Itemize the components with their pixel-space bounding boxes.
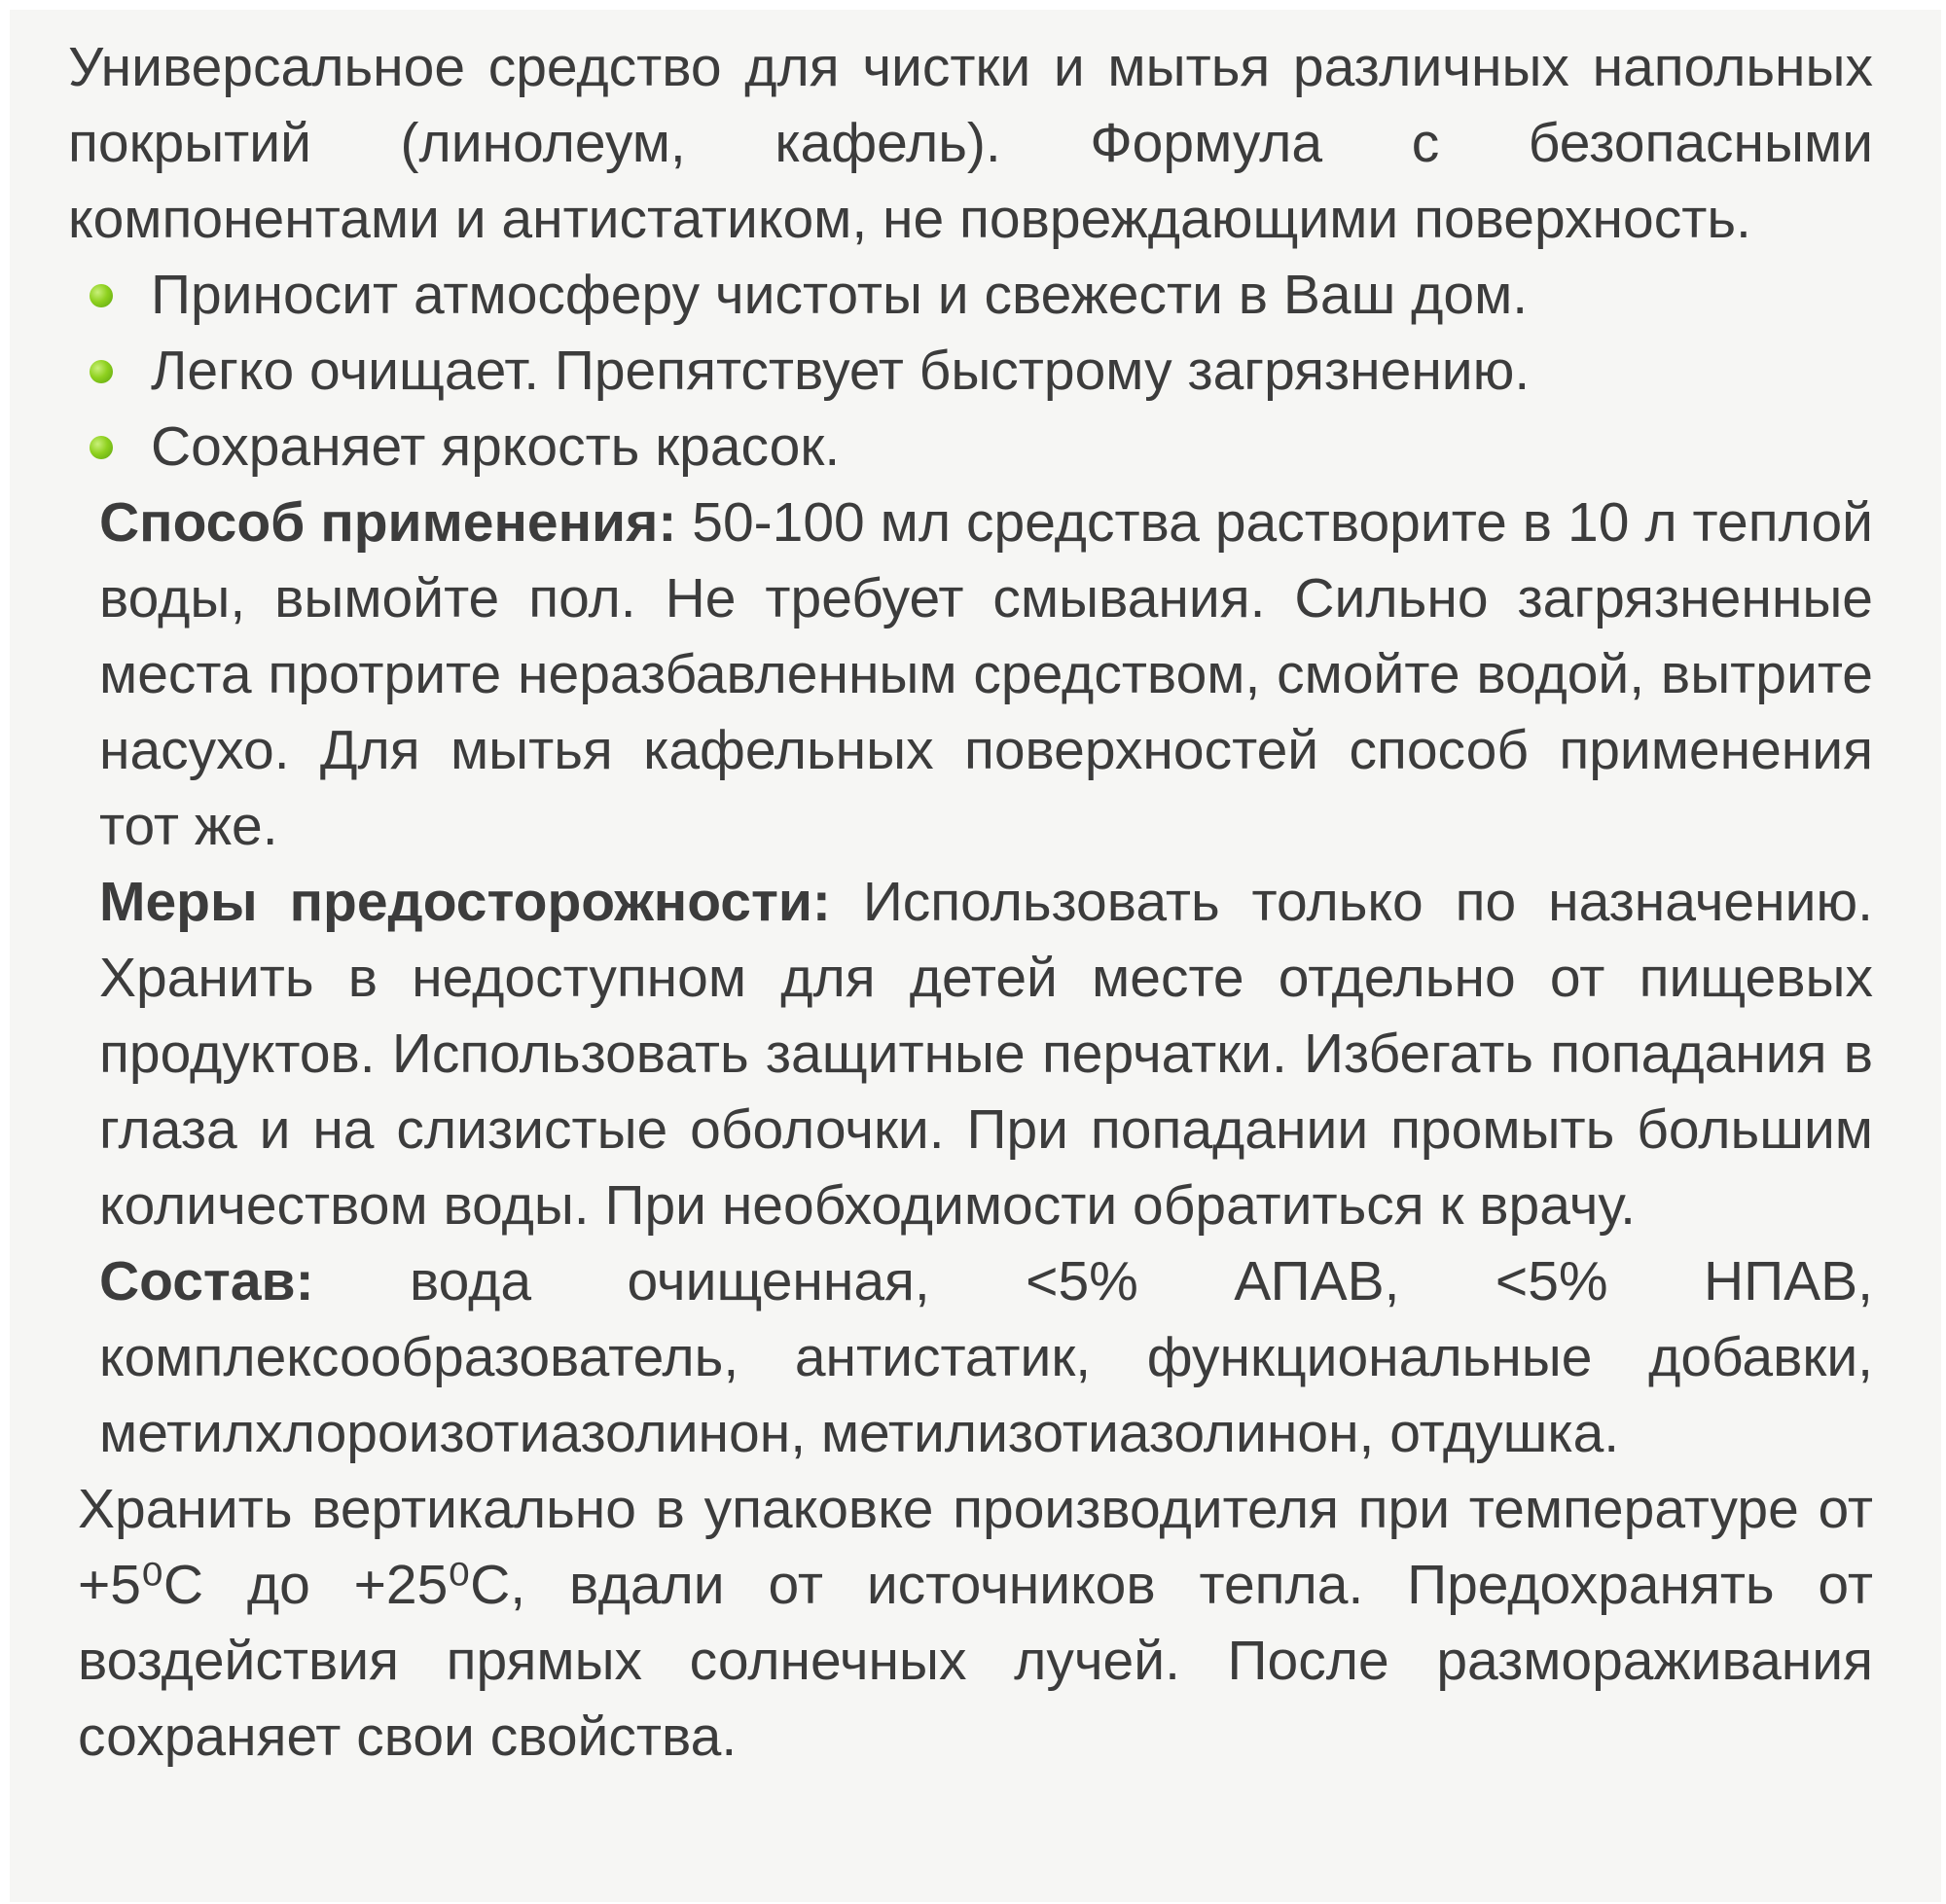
usage-text: 50-100 мл средства растворите в 10 л теплой воды, вымойте пол. Не требует смывания. Сильно загрязненные места протрите неразбавленным средством, смойте водой, вытрите насухо. Для мытья кафельных поверхностей способ применения тот же. xyxy=(99,491,1873,857)
product-label-panel xyxy=(10,10,1941,1902)
benefits-list xyxy=(68,257,1873,485)
composition-text: вода очищенная, <5% АПАВ, <5% НПАВ, комплексообразователь, антистатик, функциональные добавки, метилхлороизотиазолинон, метилизотиазолинон, отдушка. xyxy=(99,1250,1873,1464)
list-item xyxy=(68,333,1873,409)
benefit-text: Сохраняет яркость красок. xyxy=(151,415,841,478)
composition-heading: Состав: xyxy=(99,1250,314,1312)
green-bullet-icon xyxy=(90,436,113,459)
intro-paragraph: Универсальное средство для чистки и мытья различных напольных покрытий (линолеум, кафель). Формула с безопасными компонентами и антистатиком, не повреждающими поверхность. xyxy=(68,36,1873,250)
list-item xyxy=(68,257,1873,333)
label-text-block xyxy=(68,29,1873,1775)
usage-heading: Способ применения: xyxy=(99,491,677,554)
green-bullet-icon xyxy=(90,360,113,383)
precautions-heading: Меры предосторожности: xyxy=(99,871,831,933)
benefit-text: Легко очищает. Препятствует быстрому загрязнению. xyxy=(151,340,1531,402)
composition-paragraph xyxy=(68,1243,1873,1471)
precautions-text: Использовать только по назначению. Хранить в недоступном для детей месте отдельно от пищевых продуктов. Использовать защитные перчатки. Избегать попадания в глаза и на слизистые оболочки. При попадании промыть большим количеством воды. При необходимости обратиться к врачу. xyxy=(99,871,1873,1237)
storage-paragraph: Хранить вертикально в упаковке производителя при температуре от +5⁰С до +25⁰С, вдали от источников тепла. Предохранять от воздействия прямых солнечных лучей. После размораживания сохраняет свои свойства. xyxy=(78,1478,1873,1768)
benefit-text: Приносит атмосферу чистоты и свежести в Ваш дом. xyxy=(151,264,1529,326)
green-bullet-icon xyxy=(90,284,113,307)
precautions-paragraph xyxy=(68,864,1873,1243)
usage-paragraph xyxy=(68,485,1873,864)
list-item xyxy=(68,409,1873,485)
